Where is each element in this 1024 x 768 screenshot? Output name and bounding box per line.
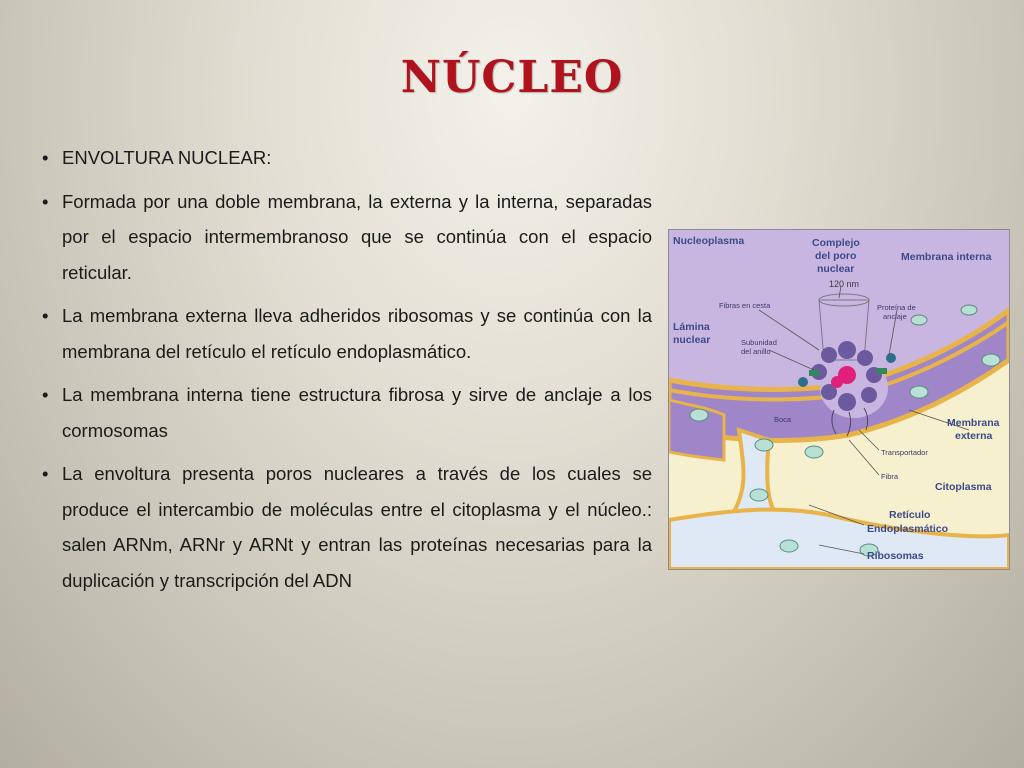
label-membrana-externa-1: Membrana — [947, 417, 1000, 429]
label-fibras-cesta: Fibras en cesta — [719, 301, 771, 310]
label-lamina-2: nuclear — [673, 334, 711, 346]
bullet-list — [40, 140, 652, 606]
bullet-membrana-interna: • La membrana interna tiene estructura fibrosa y sirve de anclaje a los cormosomas — [40, 377, 652, 448]
slide-title: NÚCLEO — [400, 52, 624, 103]
label-reticulo-2: Endoplasmático — [867, 523, 949, 535]
label-proteina-anclaje-2: anclaje — [883, 312, 907, 321]
bullet-doble-membrana: • Formada por una doble membrana, la externa y la interna, separadas por el espacio intermembranoso que se continúa con el espacio reticular. — [40, 184, 652, 291]
nuclear-envelope-diagram — [668, 229, 1010, 570]
label-proteina-anclaje-1: Proteína de — [877, 303, 916, 312]
label-membrana-interna: Membrana interna — [901, 251, 992, 263]
label-membrana-externa-2: externa — [955, 430, 993, 442]
label-reticulo-1: Retículo — [889, 509, 931, 521]
label-boca: Boca — [774, 415, 792, 424]
diagram-svg — [669, 230, 1009, 569]
label-lamina-1: Lámina — [673, 321, 710, 333]
label-fibra: Fibra — [881, 472, 899, 481]
label-subunidad-2: del anillo — [741, 347, 771, 356]
label-complejo-2: del poro — [815, 250, 857, 262]
label-subunidad-1: Subunidad — [741, 338, 777, 347]
label-size: 120 nm — [829, 279, 860, 289]
label-ribosomas: Ribosomas — [867, 550, 924, 562]
label-complejo-3: nuclear — [817, 263, 855, 275]
label-citoplasma: Citoplasma — [935, 481, 992, 493]
bullet-envoltura-heading: • ENVOLTURA NUCLEAR: — [40, 140, 652, 176]
label-complejo-1: Complejo — [812, 237, 860, 249]
bullet-membrana-externa: • La membrana externa lleva adheridos ribosomas y se continúa con la membrana del retículo el retículo endoplasmático. — [40, 298, 652, 369]
label-nucleoplasma: Nucleoplasma — [673, 235, 745, 247]
bullet-poros-nucleares: • La envoltura presenta poros nucleares a través de los cuales se produce el intercambio de moléculas entre el citoplasma y el núcleo.: salen ARNm, ARNr y ARNt y entran las proteínas necesarias para la duplicación y transcripción del ADN — [40, 456, 652, 598]
label-transportador: Transportador — [881, 448, 928, 457]
